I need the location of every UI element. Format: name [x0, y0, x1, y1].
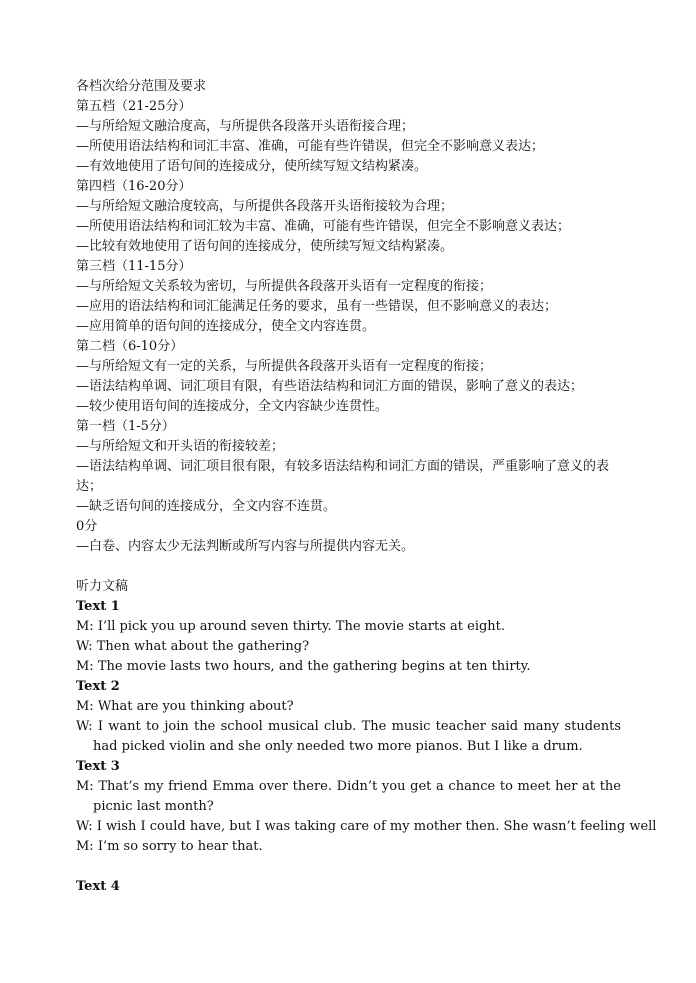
tier-item: —应用简单的语句间的连接成分，使全文内容连贯。 [76, 319, 376, 334]
tier-5 [76, 97, 621, 177]
tier-item: —与所给短文关系较为密切，与所提供各段落开头语有一定程度的衔接； [76, 279, 493, 294]
tier-4 [76, 177, 621, 257]
text-label: Text 3 [76, 759, 120, 774]
tier-item: —与所给短文融洽度高，与所提供各段落开头语衔接合理； [76, 119, 415, 134]
tier-item: —与所给短文融洽度较高，与所提供各段落开头语衔接较为合理； [76, 199, 454, 214]
dialogue-line: M: What are you thinking about? [76, 699, 294, 714]
section-spacer [76, 557, 621, 577]
section-spacer [76, 857, 621, 877]
tier-item: —有效地使用了语句间的连接成分，使所续写短文结构紧凑。 [76, 159, 428, 174]
tier-heading: 第四档（16-20分） [76, 179, 192, 194]
tier-3 [76, 257, 621, 337]
grading-title: 各档次给分范围及要求 [76, 79, 207, 94]
tier-item: —所使用语法结构和词汇较为丰富、准确，可能有些许错误，但完全不影响意义表达； [76, 219, 571, 234]
dialogue-line: M: That’s my friend Emma over there. Didn’t you get a chance to meet her at the picnic last month? [76, 779, 621, 814]
text-4 [76, 877, 621, 897]
tier-heading: 0分 [76, 519, 98, 534]
tier-heading: 第二档（6-10分） [76, 339, 184, 354]
tier-item: —与所给短文有一定的关系，与所提供各段落开头语有一定程度的衔接； [76, 359, 493, 374]
dialogue-line: W: I wish I could have, but I was taking care of my mother then. She wasn’t feeling well [76, 819, 657, 834]
tier-item: —缺乏语句间的连接成分，全文内容不连贯。 [76, 499, 337, 514]
tier-0 [76, 517, 621, 557]
transcript-title: 听力文稿 [76, 579, 129, 594]
tier-2 [76, 337, 621, 417]
tier-item: —所使用语法结构和词汇丰富、准确，可能有些许错误，但完全不影响意义表达； [76, 139, 545, 154]
tier-item: —白卷、内容太少无法判断或所写内容与所提供内容无关。 [76, 539, 415, 554]
dialogue-line: W: Then what about the gathering? [76, 639, 310, 654]
tier-item: —应用的语法结构和词汇能满足任务的要求，虽有一些错误，但不影响意义的表达； [76, 299, 558, 314]
text-2 [76, 677, 621, 757]
dialogue-line: W: I want to join the school musical club. The music teacher said many students had picked violin and she only needed two more pianos. But I like a drum. [76, 719, 621, 754]
text-1 [76, 597, 621, 677]
tier-item: —较少使用语句间的连接成分，全文内容缺少连贯性。 [76, 399, 389, 414]
text-label: Text 4 [76, 879, 120, 894]
text-3 [76, 757, 657, 857]
tier-heading: 第五档（21-25分） [76, 99, 192, 114]
text-label: Text 1 [76, 599, 120, 614]
document-content [76, 77, 657, 897]
tier-item: —语法结构单调、词汇项目有限，有些语法结构和词汇方面的错误，影响了意义的表达； [76, 379, 584, 394]
text-label: Text 2 [76, 679, 120, 694]
tier-heading: 第三档（11-15分） [76, 259, 192, 274]
dialogue-line: M: I’ll pick you up around seven thirty. The movie starts at eight. [76, 619, 506, 634]
dialogue-line: M: The movie lasts two hours, and the gathering begins at ten thirty. [76, 659, 531, 674]
tier-1 [76, 417, 621, 517]
dialogue-line: M: I’m so sorry to hear that. [76, 839, 263, 854]
tier-item: —比较有效地使用了语句间的连接成分，使所续写短文结构紧凑。 [76, 239, 454, 254]
tier-heading: 第一档（1-5分） [76, 419, 175, 434]
tier-item: —与所给短文和开头语的衔接较差； [76, 439, 285, 454]
tier-item: —语法结构单调、词汇项目很有限，有较多语法结构和词汇方面的错误，严重影响了意义的表达； [76, 459, 610, 494]
